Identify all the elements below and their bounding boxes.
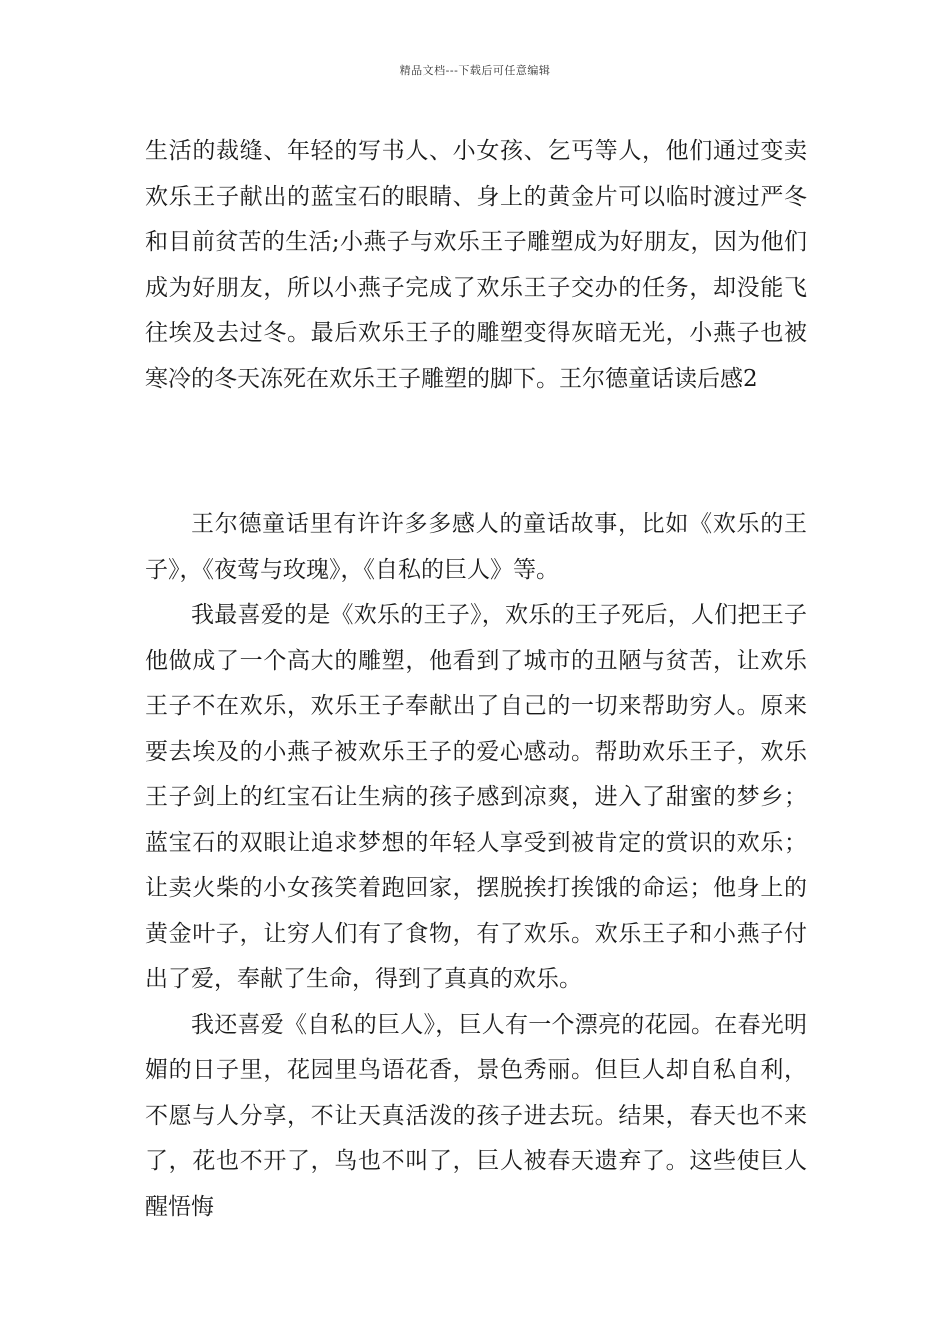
paragraph-3: 我最喜爱的是《欢乐的王子》，欢乐的王子死后，人们把王子他做成了一个高大的雕塑，他看到了城市的丑陋与贫苦，让欢乐王子不在欢乐，欢乐王子奉献出了自己的一切来帮助穷人。原来要去埃及的小燕子被欢乐王子的爱心感动。帮助欢乐王子，欢乐王子剑上的红宝石让生病的孩子感到凉爽，进入了甜蜜的梦乡；蓝宝石的双眼让追求梦想的年轻人享受到被肯定的赏识的欢乐；让卖火柴的小女孩笑着跑回家，摆脱挨打挨饿的命运；他身上的黄金叶子，让穷人们有了食物，有了欢乐。欢乐王子和小燕子付出了爱，奉献了生命，得到了真真的欢乐。 — [145, 602, 807, 992]
paragraph-2: 王尔德童话里有许许多多感人的童话故事，比如《欢乐的王子》，《夜莺与玫瑰》，《自私的巨人》等。 — [145, 511, 807, 583]
page-header: 精品文档---下载后可任意编辑 — [399, 64, 551, 77]
paragraph-4: 我还喜爱《自私的巨人》，巨人有一个漂亮的花园。在春光明媚的日子里，花园里鸟语花香，景色秀丽。但巨人却自私自利，不愿与人分享，不让天真活泼的孩子进去玩。结果，春天也不来了，花也不开了，鸟也不叫了，巨人被春天遗弃了。这些使巨人醒悟悔 — [145, 1011, 807, 1220]
document-body — [145, 129, 807, 1230]
paragraph-gap — [145, 402, 807, 502]
paragraph-1: 生活的裁缝、年轻的写书人、小女孩、乞丐等人，他们通过变卖欢乐王子献出的蓝宝石的眼睛、身上的黄金片可以临时渡过严冬和目前贫苦的生活;小燕子与欢乐王子雕塑成为好朋友，因为他们成为好朋友，所以小燕子完成了欢乐王子交办的任务，却没能飞往埃及去过冬。最后欢乐王子的雕塑变得灰暗无光，小燕子也被寒冷的冬天冻死在欢乐王子雕塑的脚下。王尔德童话读后感2 — [145, 138, 807, 392]
